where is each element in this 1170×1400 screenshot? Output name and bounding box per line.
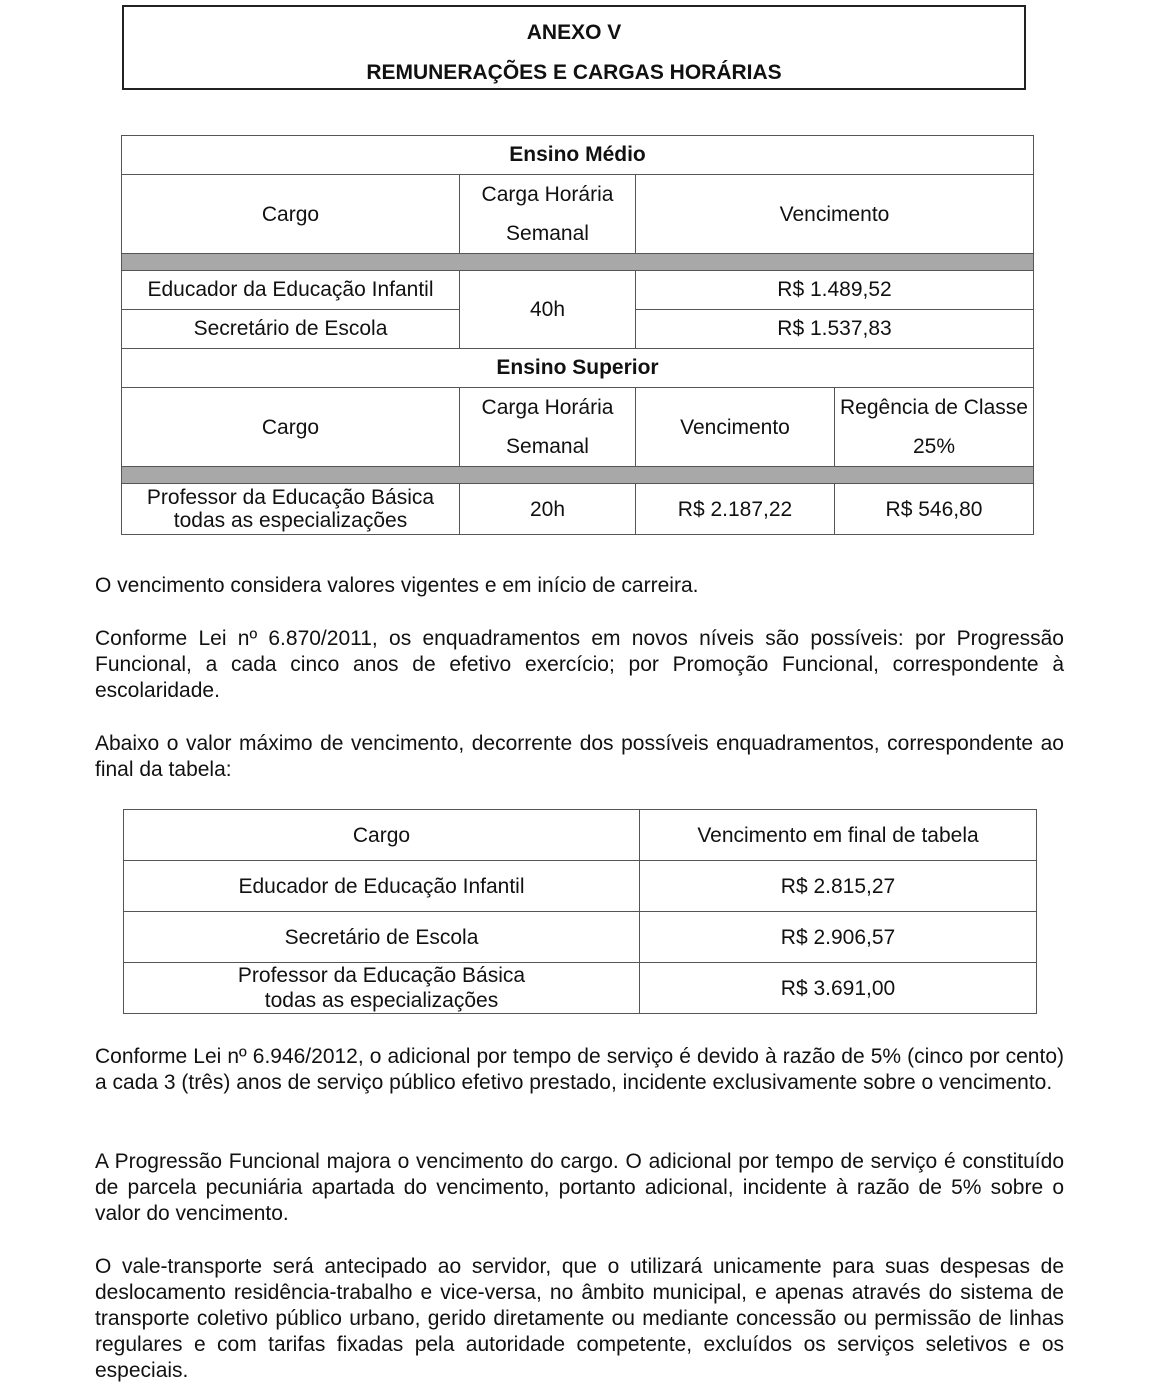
vencimento-professor: R$ 2.187,22: [636, 484, 835, 535]
section-ensino-medio: Ensino Médio: [122, 136, 1034, 175]
vencimento-final-secretario: R$ 2.906,57: [640, 912, 1037, 963]
cargo-professor: [122, 484, 460, 535]
cargo-professor-line1: Professor da Educação Básica: [237, 964, 526, 987]
annex-number: ANEXO V: [526, 21, 622, 44]
paragraph-progressao: A Progressão Funcional majora o vencimento do cargo. O adicional por tempo de serviço é constituído de parcela pecuniária apartada do vencimento, portanto adicional, incidente à razão de 5% sobre o valor do vencimento.: [95, 1150, 1064, 1225]
header-cargo: Cargo: [124, 810, 640, 861]
header-regencia: Regência de Classe 25%: [835, 388, 1034, 467]
cargo-professor-line2: todas as especializações: [264, 989, 499, 1012]
carga-horaria-40h: 40h: [460, 271, 636, 349]
regencia-professor: R$ 546,80: [835, 484, 1034, 535]
paragraph-vencimento: O vencimento considera valores vigentes e em início de carreira.: [95, 574, 699, 597]
paragraph-vale-transporte: O vale-transporte será antecipado ao servidor, que o utilizará unicamente para suas despesas de deslocamento residência-trabalho e vice-versa, no âmbito municipal, e apenas através do sistema de transporte coletivo público urbano, gerido diretamente ou mediante concessão ou permissão de linhas regulares e com tarifas fixadas pela autoridade competente, excluídos os serviços seletivos e os especiais.: [95, 1255, 1064, 1382]
annex-title-box: [122, 5, 1026, 90]
cargo-professor-line2: todas as especializações: [173, 509, 408, 532]
vencimento-final-educador: R$ 2.815,27: [640, 861, 1037, 912]
grey-divider: [122, 467, 1034, 484]
header-vencimento-final: Vencimento em final de tabela: [640, 810, 1037, 861]
cargo-educador: Educador da Educação Infantil: [122, 271, 460, 310]
header-cargo: Cargo: [122, 388, 460, 467]
section-ensino-superior: Ensino Superior: [122, 349, 1034, 388]
header-cargo: Cargo: [122, 175, 460, 254]
salary-table: [121, 135, 1034, 535]
header-vencimento: Vencimento: [636, 175, 1034, 254]
header-carga-horaria: Carga Horária Semanal: [460, 175, 636, 254]
grey-divider: [122, 254, 1034, 271]
header-carga-horaria: Carga Horária Semanal: [460, 388, 636, 467]
annex-title: REMUNERAÇÕES E CARGAS HORÁRIAS: [366, 61, 782, 84]
cargo-secretario: Secretário de Escola: [122, 310, 460, 349]
cargo-educador: Educador de Educação Infantil: [124, 861, 640, 912]
cargo-professor-line1: Professor da Educação Básica: [146, 486, 435, 509]
carga-horaria-20h: 20h: [460, 484, 636, 535]
cargo-professor: [124, 963, 640, 1014]
vencimento-educador: R$ 1.489,52: [636, 271, 1034, 310]
cargo-secretario: Secretário de Escola: [124, 912, 640, 963]
header-vencimento: Vencimento: [636, 388, 835, 467]
vencimento-final-professor: R$ 3.691,00: [640, 963, 1037, 1014]
paragraph-lei-6870: Conforme Lei nº 6.870/2011, os enquadramentos em novos níveis são possíveis: por Progressão Funcional, a cada cinco anos de efetivo exercício; por Promoção Funcional, correspondente à escolaridade.: [95, 627, 1064, 702]
paragraph-lei-6946: Conforme Lei nº 6.946/2012, o adicional por tempo de serviço é devido à razão de 5% (cinco por cento) a cada 3 (três) anos de serviço público efetivo prestado, incidente exclusivamente sobre o vencimento.: [95, 1045, 1064, 1094]
paragraph-valor-maximo: Abaixo o valor máximo de vencimento, decorrente dos possíveis enquadramentos, correspondente ao final da tabela:: [95, 732, 1064, 781]
vencimento-secretario: R$ 1.537,83: [636, 310, 1034, 349]
final-salary-table: [123, 809, 1037, 1014]
